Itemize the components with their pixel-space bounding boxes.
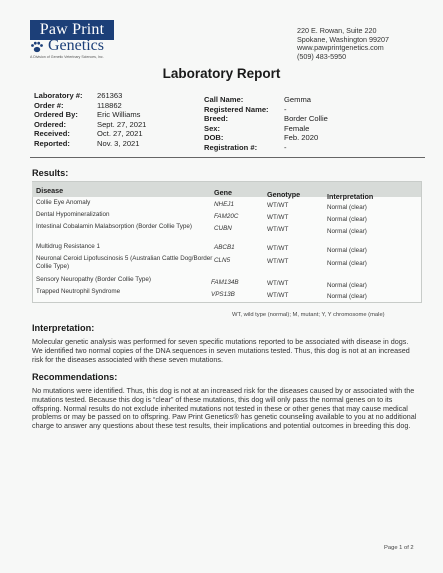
detail-label: Registration #:: [204, 142, 258, 152]
genotype-legend: WT, wild type (normal); M, mutant; Y, Y chromosome (male): [232, 312, 385, 318]
genotype-cell: WT/WT: [267, 202, 289, 209]
genotype-cell: WT/WT: [267, 245, 289, 252]
gene-cell: VPS13B: [211, 291, 235, 298]
genotype-cell: WT/WT: [267, 226, 289, 233]
detail-label: Laboratory #:: [34, 91, 83, 100]
recommendations-text: No mutations were identified. Thus, this dog is not at an increased risk for the diseases caused by or associated with the mutations tested. Because this dog is “clear” of these mutations, this dog will only pass the normal genes on to its offspring. Normal results do not exclude inherited mutations not tested in these or other genes that may cause medical problems or may be passed on to offspring. Paw Print Genetics® has genetic counseling available to you at no additional charge to answer any questions about these test results, their implications and potential outcomes in breeding this dog.: [32, 386, 417, 431]
interpretation-cell: Normal (clear): [327, 260, 367, 267]
logo-tagline: A Division of Genetic Veterinary Sciences, Inc.: [30, 55, 104, 59]
column-header-interpretation: Interpretation: [327, 192, 374, 201]
detail-label: Sex:: [204, 123, 221, 133]
phone-number: (509) 483-5950: [297, 51, 347, 61]
recommendations-heading: Recommendations:: [32, 372, 118, 382]
detail-label: Ordered:: [34, 119, 67, 129]
interpretation-cell: Normal (clear): [327, 247, 367, 254]
column-header-genotype: Genotype: [267, 190, 301, 199]
website-link[interactable]: www.pawprintgenetics.com: [297, 43, 384, 53]
detail-value: Eric Williams: [97, 110, 141, 119]
detail-value: -: [284, 142, 287, 152]
disease-cell: Intestinal Cobalamin Malabsorption (Border Collie Type): [36, 223, 192, 230]
disease-cell: Dental Hypomineralization: [36, 211, 110, 218]
gene-cell: CLN5: [214, 257, 231, 264]
detail-value: Sept. 27, 2021: [97, 119, 147, 129]
lab-address: [297, 27, 389, 61]
disease-cell: Neuronal Ceroid Lipofuscinosis 5 (Australian Cattle Dog/Border Collie Type): [36, 255, 213, 270]
disease-cell: Sensory Neuropathy (Border Collie Type): [36, 276, 152, 283]
interpretation-cell: Normal (clear): [327, 204, 367, 211]
disease-cell: Trapped Neutrophil Syndrome: [36, 288, 121, 295]
genotype-cell: WT/WT: [267, 292, 289, 299]
address-line: Spokane, Washington 99207: [297, 34, 390, 44]
detail-label: Registered Name:: [204, 104, 269, 114]
gene-cell: FAM134B: [211, 279, 239, 286]
address-line: 220 E. Rowan, Suite 220: [297, 26, 377, 35]
interpretation-cell: Normal (clear): [327, 293, 367, 300]
gene-cell: NHEJ1: [214, 201, 234, 208]
detail-label: Call Name:: [204, 95, 244, 104]
genotype-cell: WT/WT: [267, 280, 289, 287]
detail-value: -: [284, 104, 287, 114]
page-title: Laboratory Report: [162, 66, 281, 81]
disease-cell: Collie Eye Anomaly: [36, 199, 91, 206]
detail-label: DOB:: [204, 133, 224, 142]
results-heading: Results:: [32, 168, 69, 178]
detail-label: Order #:: [34, 100, 64, 110]
detail-value: 261363: [97, 91, 123, 100]
interpretation-cell: Normal (clear): [327, 216, 367, 223]
interpretation-text: Molecular genetic analysis was performed for seven specific mutations reported to be associated with disease in dogs. We identified two normal copies of the DNA sequences in seven mutations tested. Thus, this dog is not at an increased risk for the diseases associated with these seven mutations.: [32, 337, 410, 364]
disease-cell: Multidrug Resistance 1: [36, 243, 101, 250]
interpretation-cell: Normal (clear): [327, 228, 367, 235]
detail-value: Nov. 3, 2021: [97, 138, 140, 148]
detail-value: Feb. 2020: [284, 133, 319, 142]
logo-genetics: Genetics: [48, 37, 104, 54]
detail-label: Received:: [34, 129, 70, 138]
page-number: Page 1 of 2: [384, 545, 414, 551]
detail-value: Oct. 27, 2021: [97, 129, 143, 138]
interpretation-cell: Normal (clear): [327, 282, 367, 289]
interpretation-heading: Interpretation:: [32, 323, 95, 333]
paw-icon: [30, 41, 44, 53]
gene-cell: ABCB1: [214, 244, 235, 251]
column-header-disease: Disease: [36, 186, 64, 195]
detail-label: Breed:: [204, 114, 229, 123]
detail-value: 118862: [97, 100, 122, 110]
divider: [30, 157, 425, 158]
genotype-cell: WT/WT: [267, 258, 289, 265]
gene-cell: CUBN: [214, 225, 232, 232]
gene-cell: FAM20C: [214, 213, 239, 220]
detail-label: Ordered By:: [34, 110, 78, 119]
detail-value: Gemma: [284, 95, 312, 104]
detail-label: Reported:: [34, 138, 70, 148]
logo-paw-print: Paw Print: [30, 20, 114, 40]
detail-value: Border Collie: [284, 114, 328, 123]
genotype-cell: WT/WT: [267, 214, 289, 221]
detail-value: Female: [284, 123, 310, 133]
column-header-gene: Gene: [214, 188, 232, 197]
